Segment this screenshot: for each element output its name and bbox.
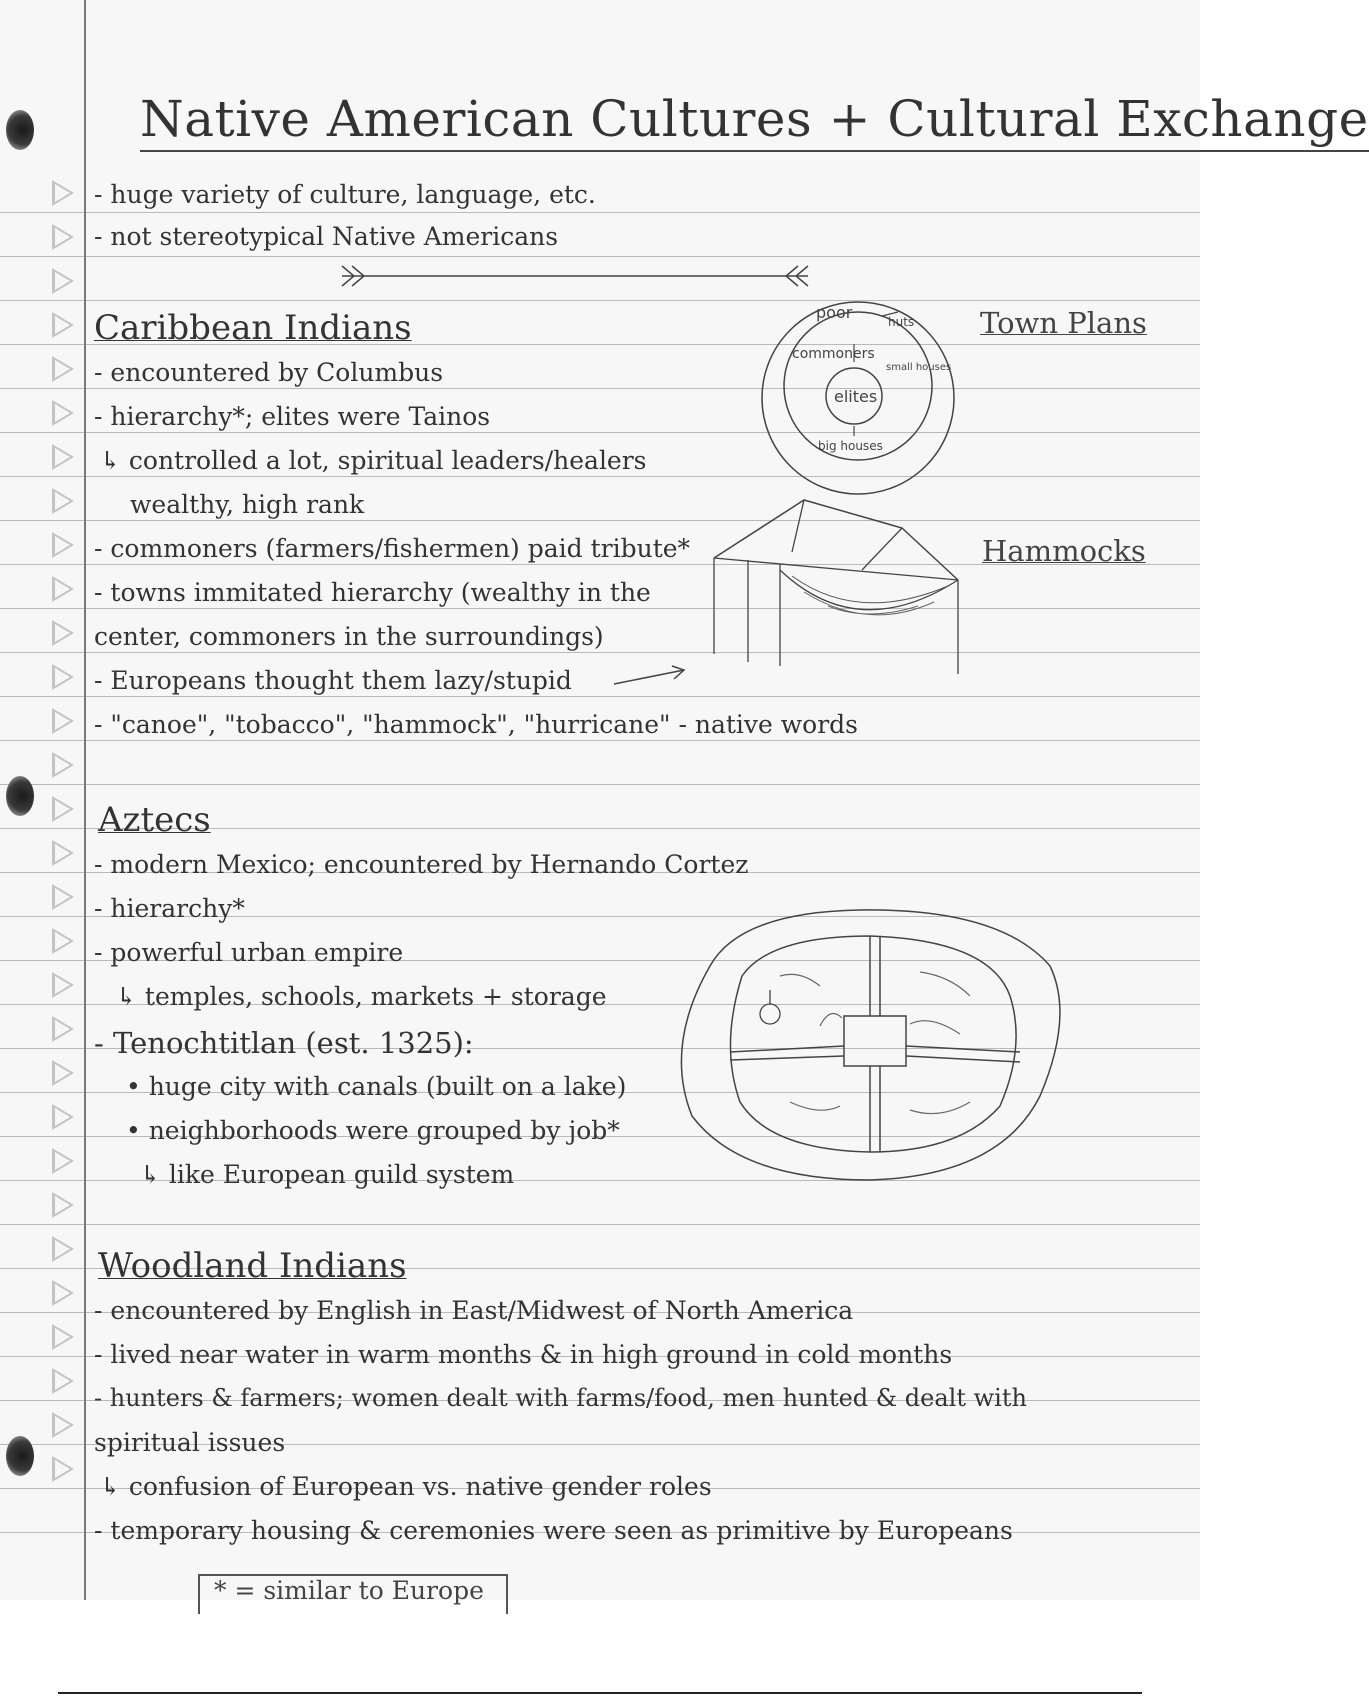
margin-triangle	[52, 1060, 74, 1086]
note-line: - towns immitated hierarchy (wealthy in the	[94, 578, 651, 607]
note-line: ↳ confusion of European vs. native gender roles	[100, 1472, 712, 1501]
note-line: - hierarchy*; elites were Tainos	[94, 402, 491, 431]
hammocks-label: Hammocks	[982, 534, 1146, 568]
margin-triangle	[52, 1016, 74, 1042]
tenochtitlan-map	[670, 906, 1070, 1186]
note-line: - "canoe", "tobacco", "hammock", "hurricane" - native words	[94, 710, 858, 739]
double-arrow-divider	[330, 262, 820, 290]
margin-triangle	[52, 972, 74, 998]
margin-triangle	[52, 1104, 74, 1130]
ruled-line	[0, 256, 1200, 257]
ruled-line	[0, 608, 1200, 609]
margin-triangle	[52, 884, 74, 910]
section-heading-aztecs: Aztecs	[98, 800, 211, 840]
margin-triangle	[52, 664, 74, 690]
ruled-line	[0, 696, 1200, 697]
margin-triangle	[52, 576, 74, 602]
note-line: - encountered by Columbus	[94, 358, 444, 387]
note-line: wealthy, high rank	[130, 490, 365, 519]
ruled-line	[0, 1224, 1200, 1225]
punch-hole	[6, 110, 34, 150]
margin-triangle	[52, 1324, 74, 1350]
margin-triangle	[52, 268, 74, 294]
margin-triangle	[52, 928, 74, 954]
punch-hole	[6, 1436, 34, 1476]
note-line: ↳ like European guild system	[140, 1160, 515, 1189]
margin-triangle	[52, 1192, 74, 1218]
bottom-rule	[58, 1692, 1142, 1694]
margin-triangle	[52, 532, 74, 558]
diagram-label-huts: huts	[888, 315, 915, 329]
diagram-label-commoners: commoners	[792, 346, 875, 362]
note-line: - temporary housing & ceremonies were seen as primitive by Europeans	[94, 1516, 1013, 1545]
diagram-label-small-houses: small houses	[886, 362, 952, 373]
margin-triangle	[52, 1236, 74, 1262]
margin-triangle	[52, 312, 74, 338]
margin-triangle	[52, 1456, 74, 1482]
ruled-line	[0, 520, 1200, 521]
margin-triangle	[52, 356, 74, 382]
diagram-label-poor: poor	[816, 303, 853, 322]
section-heading-woodland: Woodland Indians	[98, 1246, 407, 1286]
page-title: Native American Cultures + Cultural Exchange	[140, 90, 1369, 152]
margin-triangle	[52, 708, 74, 734]
intro-line: - not stereotypical Native Americans	[94, 222, 559, 251]
note-line: ↳ temples, schools, markets + storage	[116, 982, 607, 1011]
note-line: - lived near water in warm months & in high ground in cold months	[94, 1340, 953, 1369]
note-line: - hierarchy*	[94, 894, 245, 923]
town-plans-label: Town Plans	[980, 306, 1147, 340]
note-line: - Europeans thought them lazy/stupid	[94, 666, 572, 695]
note-line: center, commoners in the surroundings)	[94, 622, 604, 651]
note-line: • neighborhoods were grouped by job*	[126, 1116, 620, 1145]
margin-triangle	[52, 224, 74, 250]
margin-triangle	[52, 444, 74, 470]
note-line: - hunters & farmers; women dealt with farms/food, men hunted & dealt with	[94, 1384, 1027, 1412]
margin-triangle	[52, 180, 74, 206]
hammock-drawing	[708, 494, 970, 684]
margin-triangle	[52, 488, 74, 514]
section-heading-caribbean: Caribbean Indians	[94, 308, 412, 348]
margin-triangle	[52, 620, 74, 646]
arrow-to-hammock	[610, 662, 690, 692]
margin-triangle	[52, 1368, 74, 1394]
note-line: - modern Mexico; encountered by Hernando Cortez	[94, 850, 749, 879]
ruled-line	[0, 784, 1200, 785]
ruled-line	[0, 300, 1200, 301]
ruled-line	[0, 652, 1200, 653]
margin-triangle	[52, 1280, 74, 1306]
note-line: spiritual issues	[94, 1428, 286, 1457]
ruled-line	[0, 476, 1200, 477]
margin-triangle	[52, 752, 74, 778]
note-line: - encountered by English in East/Midwest of North America	[94, 1296, 854, 1325]
punch-hole	[6, 776, 34, 816]
note-line: • huge city with canals (built on a lake)	[126, 1072, 627, 1101]
intro-line: - huge variety of culture, language, etc.	[94, 180, 596, 209]
ruled-line	[0, 388, 1200, 389]
key-box: * = similar to Europe	[198, 1574, 508, 1614]
note-line: ↳ controlled a lot, spiritual leaders/healers	[100, 446, 647, 475]
diagram-label-big-houses: big houses	[818, 439, 883, 453]
ruled-line	[0, 432, 1200, 433]
margin-triangle	[52, 840, 74, 866]
ruled-line	[0, 740, 1200, 741]
margin-triangle	[52, 796, 74, 822]
margin-triangle	[52, 1412, 74, 1438]
note-line: - commoners (farmers/fishermen) paid tribute*	[94, 534, 691, 563]
diagram-label-elites: elites	[834, 387, 878, 406]
note-line: - powerful urban empire	[94, 938, 404, 967]
margin-triangle	[52, 400, 74, 426]
note-line: - Tenochtitlan (est. 1325):	[94, 1026, 474, 1060]
ruled-line	[0, 212, 1200, 213]
margin-triangle	[52, 1148, 74, 1174]
margin-line	[84, 0, 86, 1600]
town-plan-diagram	[758, 298, 958, 498]
